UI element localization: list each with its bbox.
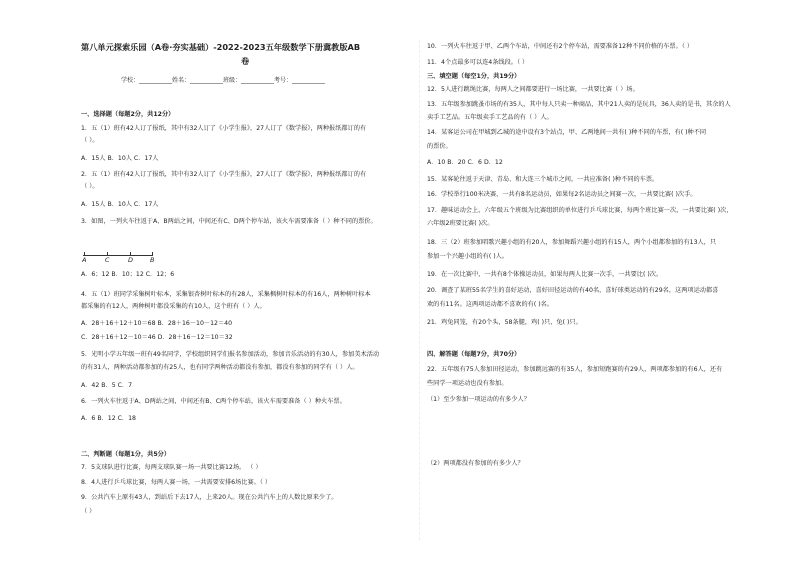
station-label-a: A [82,256,87,264]
question-14-text-1: 14．某客运公司在甲城到乙城的途中设有3个站点，甲、乙两地间一共有( )种不同的车票，有( )种不同 [427,129,707,136]
question-4-options-cd: C．28＋16＋12－10＝46 D．28＋16－12＝10＝32 [81,334,233,341]
question-3-options: A．6；12 B．10；12 C．12；6 [81,271,175,278]
question-19-text: 19．在一次比赛中，一共有8个体操运动员，如果每两人比赛一次手，一共要比( )次。 [427,271,663,278]
question-22-part-1: （1）至少参加一项运动的有多少人？ [427,396,530,403]
question-5-options: A．42 B．5 C．7 [81,382,133,389]
question-22-part-2: （2）两项都没有参加的有多少人？ [427,460,524,467]
question-6-text: 6．一列火车往返于A、D两站之间，中间还有B、C两个停车站，该火车需要准备（ ）种火车票。 [81,398,346,405]
question-1-blank: （ ）。 [81,137,99,144]
question-10-text: 10．一列火车往返于甲、乙两个车站，中间还有2个停车站，需要准备12种不同价格的车票。（ ） [427,43,694,50]
question-6-options: A．6 B．12 C．18 [81,415,136,422]
question-16-text: 16．学校举行100米决赛，一共有8名运动员，如果每2名运动员之间赛一次，一共要比赛( )次手。 [427,191,697,198]
student-info-line: 学校：___________姓名：___________班级：___________考号：___________ [121,77,326,84]
question-18-text-2: 参加一个兴趣小组的有( )人。 [427,253,509,260]
question-17-text-2: 六年级2班要比赛( )次。 [427,220,494,227]
question-2-options: A．15人 B．10人 C．17人 [81,201,159,208]
section-answer-heading: 四、解答题（每题7分，共70分） [427,351,521,358]
question-4-text-1: 4．五（1）班同学采集树叶标本，采集银杏树叶标本的有28人，采集枫树叶标本的有16人，两种树叶标本 [81,291,371,298]
document-title-line-2: 卷 [241,56,250,66]
question-12-text: 12．5人进行跳绳比赛，每两人之间都要进行一场比赛，一共要比赛（ ）场。 [427,86,639,93]
question-18-text-1: 18．三（2）班参加唱歌兴趣小组的有20人，参加舞蹈兴趣小组的有15人，两个小组都参加的有13人，只 [427,239,717,246]
question-2-blank: （ ）。 [81,183,99,190]
station-label-c: C [105,256,110,264]
question-11-text: 11．4个点最多可以连4条线段。（ ） [427,59,529,66]
station-line-figure [83,255,153,256]
section-choice-heading: 一、选择题（每题2分，共12分） [81,111,175,118]
question-8-text: 8．4人进行乒乓球比赛，每两人赛一场，一共需要安排6场比赛。（ ） [81,479,272,486]
question-1-text: 1．五（1）班有42人订了报纸，其中有32人订了《小学生报》，27人订了《数学报》，两种报纸都订的有 [81,125,367,132]
question-22-text-2: 些同学一项运动也没有参加。 [427,380,508,387]
question-15-text: 15．某客轮往返于天津、青岛、和大连三个城市之间，一共应准备( )种不同的车票。 [427,176,659,183]
question-20-text-2: 欢的有11名。这两项运动都不喜欢的有( )名。 [427,301,554,308]
question-1-options: A．15人 B．10人 C．17人 [81,155,159,162]
question-13-text-2: 卖手工艺品。五年级卖手工艺品的有（ ）人。 [427,114,553,121]
question-20-text-1: 20．调查了某班55名学生的喜好运动，喜好田径运动的有40名，喜好球类运动的有29名，这两项运动都喜 [427,287,719,294]
question-5-text-2: 的有31人，两种活动都参加的有25人，也有同学两种活动都没有参加，都没有参加的同学有（ ）人。 [81,364,359,371]
question-17-text-1: 17．趣味运动会上，六年级五个班级为比赛组织的单位进行乒乓球比赛，每两个班比赛一次，一共要比赛( )次， [427,207,733,214]
question-7-text: 7．5支球队进行比赛，每两支球队赛一场一共要比赛12场。 （ ） [81,464,262,471]
question-13-text-1: 13．五年级参加跳蚤市场的有35人，其中每人只卖一种商品，其中21人卖的是玩具，36人卖的是书，其余的人 [427,101,731,108]
question-14-options: A．10 B．20 C．6 D．12 [427,159,503,166]
question-21-text: 21．鸡兔同笼，有20个头，58条腿，鸡( )只，兔( )只。 [427,319,582,326]
question-9-text: 9．公共汽车上原有43人，到站后下去17人，上来20人。现在公共汽车上的人数比原来少了。 [81,494,338,501]
station-label-b: B [150,256,155,264]
column-divider [419,40,420,540]
station-label-d: D [128,256,134,264]
section-judge-heading: 二、判断题（每题1分，共5分） [81,451,171,458]
question-2-text: 2．五（1）班有42人订了报纸，其中有32人订了《小学生报》，27人订了《数学报》，两种报纸都订的有 [81,171,367,178]
question-4-options-ab: A．28＋16＋12＋10＝68 B．28＋16－10－12＝40 [81,320,233,327]
question-5-text-1: 5．光明小学五年级一班有49名同学，学校组织同学们报名参加活动，参加音乐活动的有30人，参加美术活动 [81,351,380,358]
question-22-text-1: 22．五年级有75人参加田径运动，参加跳远赛的有35人，参加短跑赛的有29人，两项都参加的有6人，还有 [427,366,723,373]
question-3-text: 3．如图，一列火车往返于A、B两站之间，中间还有C、D两个停车站，该火车需要准备（ ）种不同的票价。 [81,218,377,225]
question-4-text-2: 都采集的有12人，两种树叶都没采集的有10人，这个班有（ ）人。 [81,303,266,310]
document-title-line-1: 第八单元探索乐园（A卷·夯实基础）-2022-2023五年级数学下册冀教版AB [81,42,361,52]
section-fill-heading: 三、填空题（每空1分，共19分） [427,73,521,80]
question-14-text-2: 的票价。 [427,143,452,150]
question-9-blank: （ ） [81,508,96,515]
